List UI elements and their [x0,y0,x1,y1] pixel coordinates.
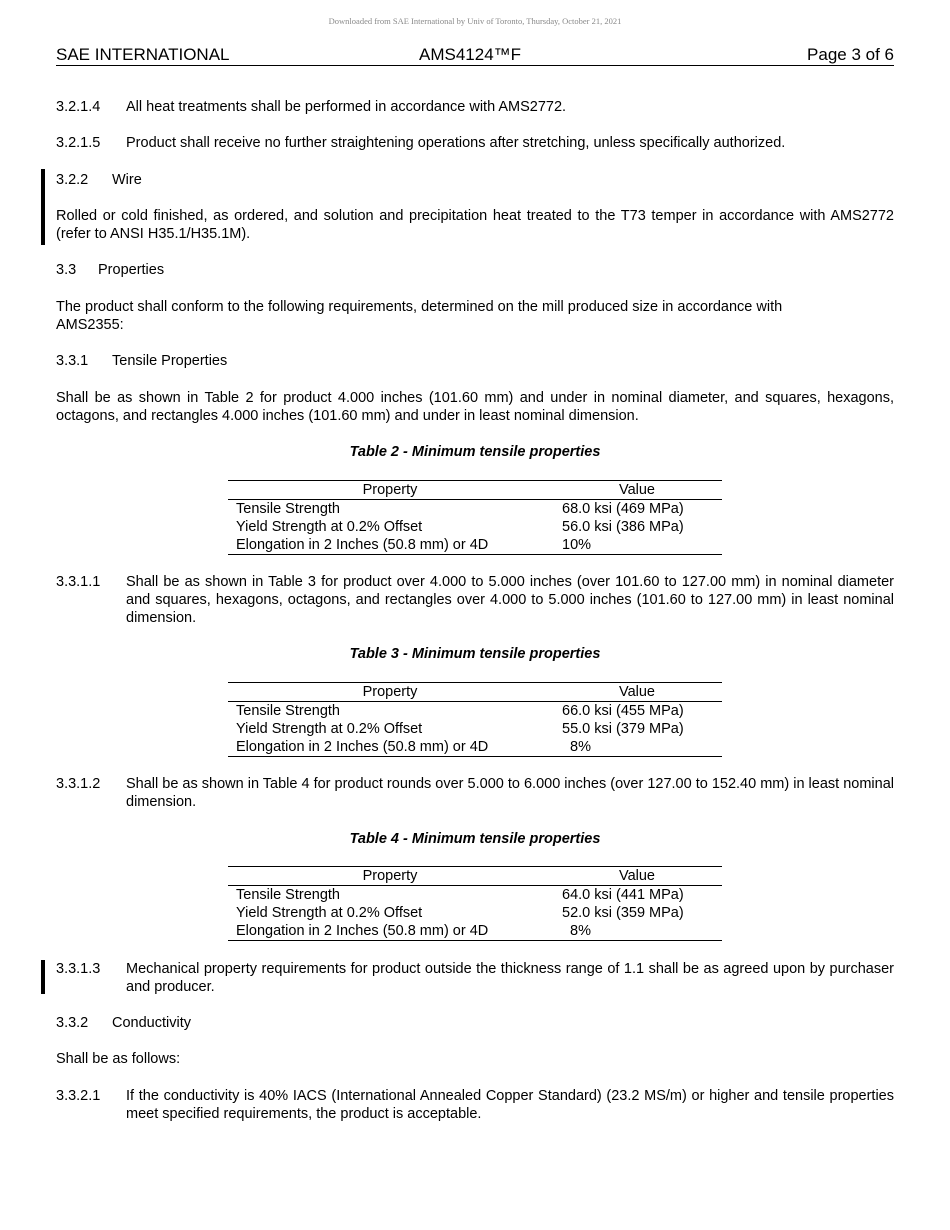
value-cell: 52.0 ksi (359 MPa) [562,905,684,921]
value-cell: 8% [552,922,722,941]
section-text: Rolled or cold finished, as ordered, and solution and precipitation heat treated to the T73 temper in accordance with AMS2772 (refer to ANSI H35.1/H35.1M). [56,208,894,242]
value-cell: 10% [552,536,722,555]
section-text: The product shall conform to the following requirements, determined on the mill produced size in accordance with AMS2355: [56,299,783,333]
section-number: 3.2.1.5 [56,135,101,151]
section-number: 3.3.2 [56,1015,89,1031]
property-cell: Elongation in 2 Inches (50.8 mm) or 4D [228,536,552,555]
column-header: Value [552,481,722,500]
download-watermark: Downloaded from SAE International by Univ of Toronto, Thursday, October 21, 2021 [328,16,622,26]
section-number: 3.3.2.1 [56,1088,101,1104]
table-row [228,702,722,721]
section-number: 3.3.1.1 [56,574,101,590]
section-text: Shall be as follows: [56,1051,181,1067]
table-row [228,720,722,738]
column-header: Property [228,867,552,886]
property-cell: Tensile Strength [236,501,340,517]
section-title: Tensile Properties [112,353,228,369]
property-cell: Yield Strength at 0.2% Offset [236,721,423,737]
page-header [56,45,894,66]
table-row [228,922,722,941]
property-cell: Elongation in 2 Inches (50.8 mm) or 4D [228,738,552,757]
section-text: Mechanical property requirements for product outside the thickness range of 1.1 shall be as agreed upon by purchaser and producer. [126,961,894,995]
section-title: Conductivity [112,1015,191,1031]
section-text: All heat treatments shall be performed in accordance with AMS2772. [126,99,567,115]
table-row [228,500,722,519]
tensile-table-4 [228,866,722,941]
column-header: Property [228,683,552,702]
property-cell: Yield Strength at 0.2% Offset [236,519,423,535]
value-cell: 68.0 ksi (469 MPa) [562,501,684,517]
property-cell: Tensile Strength [236,887,340,903]
section-text: If the conductivity is 40% IACS (International Annealed Copper Standard) (23.2 MS/m) or higher and tensile properties meet specified requirements, the product is acceptable. [126,1088,894,1122]
value-cell: 66.0 ksi (455 MPa) [562,703,684,719]
section-text: Shall be as shown in Table 3 for product over 4.000 to 5.000 inches (over 101.60 to 127.00 mm) in nominal diameter and squares, hexagons, octagons, and rectangles over 4.000 to 5.000 inches (101.60 to 127.00 mm) in least nominal dimension. [126,574,894,626]
section-number: 3.3.1.2 [56,776,101,792]
change-bar [41,960,45,994]
tensile-table-3 [228,682,722,757]
column-header: Property [228,481,552,500]
section-number: 3.3.1.3 [56,961,101,977]
table-row [228,536,722,555]
section-number: 3.2.1.4 [56,99,101,115]
property-cell: Elongation in 2 Inches (50.8 mm) or 4D [228,922,552,941]
section-number: 3.3.1 [56,353,89,369]
table-row [228,738,722,757]
table-caption: Table 4 - Minimum tensile properties [349,831,601,847]
property-cell: Yield Strength at 0.2% Offset [236,905,423,921]
property-cell: Tensile Strength [236,703,340,719]
tensile-table-2 [228,480,722,555]
value-cell: 8% [552,738,722,757]
section-text: Shall be as shown in Table 2 for product 4.000 inches (101.60 mm) and under in nominal diameter, and squares, hexagons, octagons, and rectangles 4.000 inches (101.60 mm) and under in least nominal dimension. [56,390,894,424]
value-cell: 64.0 ksi (441 MPa) [562,887,684,903]
header-page-number: Page 3 of 6 [807,45,894,64]
table-caption: Table 3 - Minimum tensile properties [349,646,601,662]
table-caption: Table 2 - Minimum tensile properties [349,444,601,460]
change-bar [41,169,45,245]
table-row [228,518,722,536]
section-title: Properties [98,262,165,278]
section-number: 3.3 [56,262,77,278]
table-row [228,886,722,905]
section-text: Product shall receive no further straightening operations after stretching, unless specifically authorized. [126,135,786,151]
column-header: Value [552,683,722,702]
value-cell: 56.0 ksi (386 MPa) [562,519,684,535]
header-organization: SAE INTERNATIONAL [56,45,230,64]
section-text: Shall be as shown in Table 4 for product rounds over 5.000 to 6.000 inches (over 127.00 to 152.40 mm) in least nominal dimension. [126,776,894,810]
section-number: 3.2.2 [56,172,89,188]
header-document-number: AMS4124™F [419,45,522,64]
section-title: Wire [112,172,142,188]
value-cell: 55.0 ksi (379 MPa) [562,721,684,737]
table-row [228,904,722,922]
column-header: Value [552,867,722,886]
